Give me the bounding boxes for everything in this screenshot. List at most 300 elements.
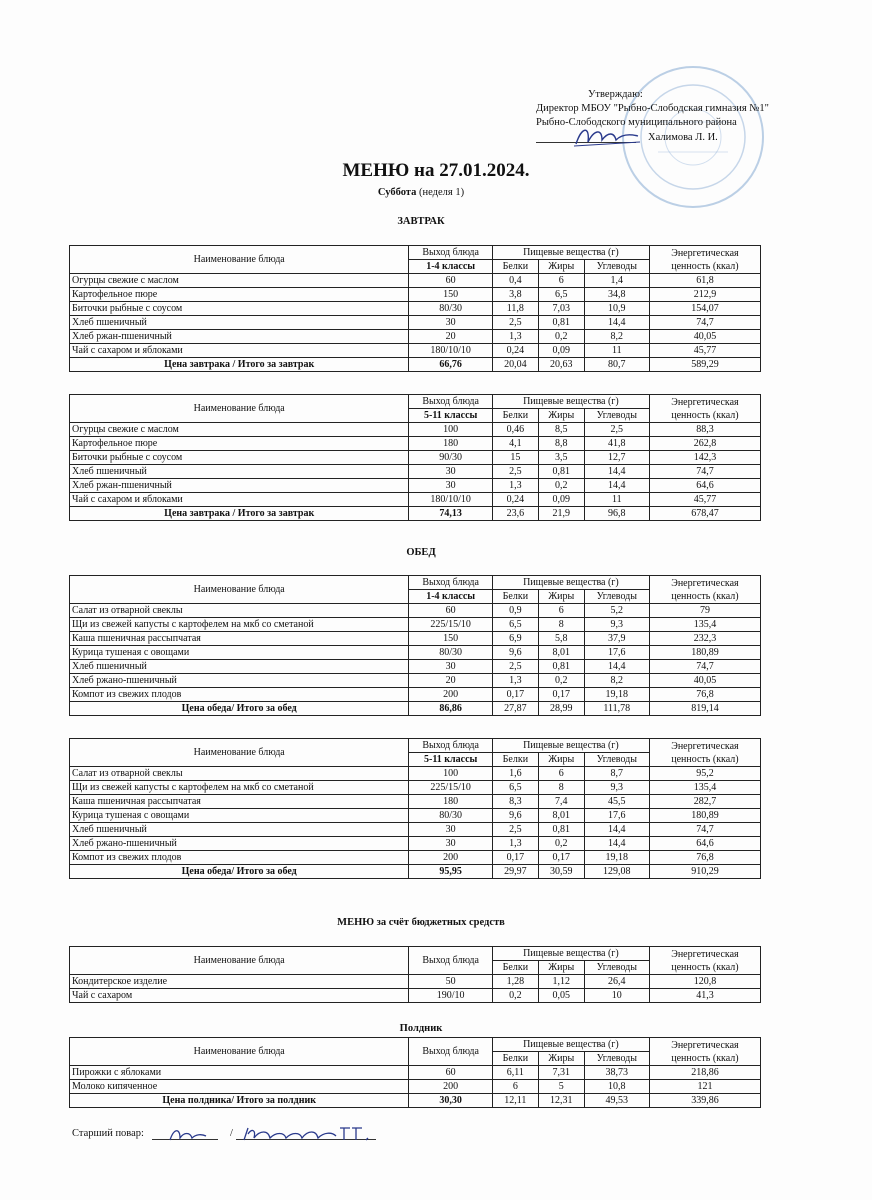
dish-fats: 0,2 [538,674,584,688]
dish-proteins: 0,4 [492,274,538,288]
dish-proteins: 1,3 [492,674,538,688]
table-header-row [70,1038,761,1052]
dish-name: Чай с сахаром и яблоками [70,344,409,358]
dish-energy: 154,07 [649,302,760,316]
dish-proteins: 0,24 [492,344,538,358]
header-dish-name: Наименование блюда [70,576,409,604]
total-price: 30,30 [409,1094,493,1108]
section-budget-menu: МЕНЮ за счёт бюджетных средств [337,917,505,928]
dish-proteins: 1,3 [492,837,538,851]
director-signature [572,122,642,152]
dish-name: Картофельное пюре [70,288,409,302]
dish-carbs: 1,4 [584,274,649,288]
table-row [70,618,761,632]
dish-energy: 121 [649,1080,760,1094]
total-fats: 21,9 [538,507,584,521]
table-row [70,837,761,851]
dish-energy: 180,89 [649,809,760,823]
dish-fats: 6 [538,604,584,618]
total-label: Цена обеда/ Итого за обед [70,865,409,879]
dish-output: 80/30 [409,809,493,823]
page-subtitle [0,187,842,198]
dish-proteins: 6,5 [492,781,538,795]
total-price: 95,95 [409,865,493,879]
dish-output: 50 [409,975,493,989]
header-grade: 5-11 классы [409,753,493,767]
total-price: 86,86 [409,702,493,716]
header-dish-name: Наименование блюда [70,395,409,423]
dish-energy: 218,86 [649,1066,760,1080]
dish-name: Чай с сахаром и яблоками [70,493,409,507]
header-proteins: Белки [492,409,538,423]
table-row [70,851,761,865]
dish-proteins: 2,5 [492,316,538,330]
table-row [70,493,761,507]
dish-carbs: 17,6 [584,646,649,660]
header-energy-line2: ценность (ккал) [671,260,739,272]
total-carbs: 111,78 [584,702,649,716]
dish-output: 90/30 [409,451,493,465]
dish-carbs: 9,3 [584,781,649,795]
dish-fats: 1,12 [538,975,584,989]
dish-fats: 6 [538,274,584,288]
header-nutrients: Пищевые вещества (г) [492,739,649,753]
total-fats: 12,31 [538,1094,584,1108]
dish-output: 180/10/10 [409,344,493,358]
header-energy [649,739,760,767]
total-fats: 30,59 [538,865,584,879]
header-energy-line1: Энергетическая [671,577,739,589]
header-fats: Жиры [538,753,584,767]
director-name: Халимова Л. И. [648,132,718,143]
dish-carbs: 26,4 [584,975,649,989]
dish-name: Огурцы свежие с маслом [70,274,409,288]
header-energy-line1: Энергетическая [671,1039,739,1051]
header-proteins: Белки [492,961,538,975]
total-label: Цена завтрака / Итого за завтрак [70,507,409,521]
dish-energy: 95,2 [649,767,760,781]
total-proteins: 27,87 [492,702,538,716]
total-proteins: 23,6 [492,507,538,521]
dish-carbs: 5,2 [584,604,649,618]
dish-output: 100 [409,767,493,781]
dish-carbs: 10,8 [584,1080,649,1094]
dish-energy: 64,6 [649,837,760,851]
dish-proteins: 1,28 [492,975,538,989]
dish-fats: 6,5 [538,288,584,302]
total-energy: 589,29 [649,358,760,372]
dish-energy: 180,89 [649,646,760,660]
dish-fats: 3,5 [538,451,584,465]
dish-proteins: 1,3 [492,479,538,493]
table-row [70,674,761,688]
total-label: Цена завтрака / Итого за завтрак [70,358,409,372]
dish-fats: 0,2 [538,837,584,851]
week-number: (неделя 1) [416,187,465,198]
header-carbs: Углеводы [584,753,649,767]
dish-carbs: 10,9 [584,302,649,316]
header-energy-line1: Энергетическая [671,948,739,960]
dish-name: Каша пшеничная рассыпчатая [70,795,409,809]
dish-proteins: 0,2 [492,989,538,1003]
table-row [70,274,761,288]
dish-name: Огурцы свежие с маслом [70,423,409,437]
dish-proteins: 0,17 [492,688,538,702]
dish-energy: 232,3 [649,632,760,646]
header-output: Выход блюда [409,246,493,260]
section-snack: Полдник [399,1023,443,1034]
dish-fats: 0,09 [538,344,584,358]
table-row [70,1080,761,1094]
dish-fats: 0,2 [538,479,584,493]
dish-fats: 8,01 [538,809,584,823]
dish-output: 150 [409,632,493,646]
dish-proteins: 6,9 [492,632,538,646]
dish-fats: 5 [538,1080,584,1094]
table-row [70,344,761,358]
dish-energy: 74,7 [649,316,760,330]
table-row [70,823,761,837]
table-row [70,437,761,451]
table-header-row [70,576,761,590]
header-carbs: Углеводы [584,409,649,423]
total-label: Цена полдника/ Итого за полдник [70,1094,409,1108]
dish-proteins: 11,8 [492,302,538,316]
dish-carbs: 45,5 [584,795,649,809]
dish-energy: 142,3 [649,451,760,465]
dish-carbs: 14,4 [584,465,649,479]
total-carbs: 96,8 [584,507,649,521]
dish-energy: 40,05 [649,674,760,688]
header-grade: 5-11 классы [409,409,493,423]
table-total-row [70,865,761,879]
header-output: Выход блюда [409,1038,493,1066]
dish-proteins: 1,6 [492,767,538,781]
menu-table-budget [69,946,761,1003]
total-proteins: 20,04 [492,358,538,372]
dish-name: Хлеб ржан-пшеничный [70,479,409,493]
dish-carbs: 2,5 [584,423,649,437]
total-carbs: 129,08 [584,865,649,879]
dish-name: Кондитерское изделие [70,975,409,989]
dish-name: Биточки рыбные с соусом [70,451,409,465]
table-row [70,975,761,989]
header-nutrients: Пищевые вещества (г) [492,947,649,961]
header-energy [649,947,760,975]
dish-carbs: 38,73 [584,1066,649,1080]
cook-signature [168,1126,208,1144]
dish-proteins: 6,5 [492,618,538,632]
total-price: 74,13 [409,507,493,521]
dish-name: Картофельное пюре [70,437,409,451]
table-row [70,451,761,465]
dish-fats: 7,03 [538,302,584,316]
dish-fats: 0,05 [538,989,584,1003]
table-row [70,1066,761,1080]
table-row [70,767,761,781]
header-dish-name: Наименование блюда [70,1038,409,1066]
dish-output: 180 [409,795,493,809]
dish-proteins: 9,6 [492,646,538,660]
dish-fats: 0,17 [538,851,584,865]
dish-energy: 74,7 [649,465,760,479]
table-row [70,288,761,302]
header-nutrients: Пищевые вещества (г) [492,576,649,590]
section-breakfast: ЗАВТРАК [397,216,445,227]
dish-name: Каша пшеничная рассыпчатая [70,632,409,646]
dish-energy: 135,4 [649,618,760,632]
dish-name: Компот из свежих плодов [70,851,409,865]
dish-carbs: 12,7 [584,451,649,465]
dish-energy: 135,4 [649,781,760,795]
dish-carbs: 14,4 [584,316,649,330]
dish-energy: 88,3 [649,423,760,437]
dish-name: Курица тушеная с овощами [70,646,409,660]
dish-energy: 64,6 [649,479,760,493]
header-dish-name: Наименование блюда [70,739,409,767]
dish-proteins: 6 [492,1080,538,1094]
dish-proteins: 0,24 [492,493,538,507]
total-energy: 910,29 [649,865,760,879]
header-energy-line1: Энергетическая [671,740,739,752]
header-energy-line1: Энергетическая [671,247,739,259]
dish-carbs: 11 [584,344,649,358]
header-output: Выход блюда [409,947,493,975]
dish-fats: 8,5 [538,423,584,437]
table-header-row [70,739,761,753]
page-title: МЕНЮ на 27.01.2024. [342,160,530,181]
dish-name: Биточки рыбные с соусом [70,302,409,316]
dish-output: 30 [409,316,493,330]
dish-output: 20 [409,674,493,688]
header-carbs: Углеводы [584,961,649,975]
dish-proteins: 6,11 [492,1066,538,1080]
table-header-row [70,395,761,409]
dish-output: 150 [409,288,493,302]
dish-proteins: 3,8 [492,288,538,302]
dish-carbs: 8,7 [584,767,649,781]
dish-carbs: 41,8 [584,437,649,451]
dish-proteins: 0,46 [492,423,538,437]
total-energy: 339,86 [649,1094,760,1108]
total-carbs: 80,7 [584,358,649,372]
total-energy: 678,47 [649,507,760,521]
dish-fats: 0,81 [538,465,584,479]
dish-output: 200 [409,1080,493,1094]
dish-name: Хлеб ржано-пшеничный [70,837,409,851]
dish-fats: 0,81 [538,823,584,837]
total-proteins: 12,11 [492,1094,538,1108]
header-energy [649,246,760,274]
dish-output: 180 [409,437,493,451]
header-energy [649,576,760,604]
dish-name: Хлеб ржано-пшеничный [70,674,409,688]
dish-carbs: 14,4 [584,660,649,674]
header-proteins: Белки [492,260,538,274]
header-grade: 1-4 классы [409,590,493,604]
approval-block [536,88,836,146]
dish-fats: 8 [538,618,584,632]
table-row [70,809,761,823]
dish-name: Хлеб ржан-пшеничный [70,330,409,344]
total-carbs: 49,53 [584,1094,649,1108]
dish-fats: 0,81 [538,660,584,674]
header-carbs: Углеводы [584,260,649,274]
dish-name: Компот из свежих плодов [70,688,409,702]
header-energy-line2: ценность (ккал) [671,1052,739,1064]
dish-output: 180/10/10 [409,493,493,507]
dish-name: Хлеб пшеничный [70,823,409,837]
section-lunch: ОБЕД [406,547,436,558]
header-carbs: Углеводы [584,1052,649,1066]
dish-energy: 262,8 [649,437,760,451]
dish-energy: 74,7 [649,823,760,837]
header-dish-name: Наименование блюда [70,246,409,274]
dish-carbs: 11 [584,493,649,507]
dish-carbs: 19,18 [584,688,649,702]
dish-fats: 7,31 [538,1066,584,1080]
table-row [70,646,761,660]
dish-proteins: 0,9 [492,604,538,618]
dish-name: Молоко кипяченное [70,1080,409,1094]
dish-fats: 0,2 [538,330,584,344]
total-label: Цена обеда/ Итого за обед [70,702,409,716]
dish-name: Щи из свежей капусты с картофелем на мкб со сметаной [70,781,409,795]
header-energy-line1: Энергетическая [671,396,739,408]
total-energy: 819,14 [649,702,760,716]
menu-table-breakfast-5-11 [69,394,761,521]
dish-fats: 0,09 [538,493,584,507]
dish-carbs: 14,4 [584,823,649,837]
menu-table-lunch-1-4 [69,575,761,716]
header-grade: 1-4 классы [409,260,493,274]
dish-output: 225/15/10 [409,781,493,795]
approval-heading: Утверждаю: [588,89,643,100]
dish-energy: 45,77 [649,493,760,507]
dish-name: Щи из свежей капусты с картофелем на мкб со сметаной [70,618,409,632]
dish-fats: 0,81 [538,316,584,330]
header-nutrients: Пищевые вещества (г) [492,1038,649,1052]
dish-output: 30 [409,837,493,851]
header-fats: Жиры [538,409,584,423]
dish-proteins: 15 [492,451,538,465]
dish-fats: 8,8 [538,437,584,451]
table-header-row [70,246,761,260]
dish-energy: 76,8 [649,688,760,702]
header-proteins: Белки [492,753,538,767]
header-fats: Жиры [538,590,584,604]
header-energy-line2: ценность (ккал) [671,753,739,765]
table-header-row [70,947,761,961]
header-dish-name: Наименование блюда [70,947,409,975]
menu-table-lunch-5-11 [69,738,761,879]
table-row [70,604,761,618]
header-energy-line2: ценность (ккал) [671,409,739,421]
dish-carbs: 9,3 [584,618,649,632]
dish-name: Салат из отварной свеклы [70,604,409,618]
dish-carbs: 8,2 [584,330,649,344]
header-output: Выход блюда [409,739,493,753]
dish-energy: 45,77 [649,344,760,358]
header-energy [649,1038,760,1066]
table-row [70,479,761,493]
header-carbs: Углеводы [584,590,649,604]
dish-energy: 212,9 [649,288,760,302]
table-row [70,302,761,316]
table-row [70,465,761,479]
dish-energy: 40,05 [649,330,760,344]
dish-proteins: 2,5 [492,660,538,674]
header-fats: Жиры [538,260,584,274]
table-total-row [70,702,761,716]
dish-output: 30 [409,465,493,479]
dish-energy: 61,8 [649,274,760,288]
table-row [70,989,761,1003]
dish-output: 200 [409,851,493,865]
dish-fats: 5,8 [538,632,584,646]
dish-output: 200 [409,688,493,702]
dish-carbs: 10 [584,989,649,1003]
dish-name: Курица тушеная с овощами [70,809,409,823]
header-nutrients: Пищевые вещества (г) [492,395,649,409]
dish-output: 225/15/10 [409,618,493,632]
dish-carbs: 8,2 [584,674,649,688]
dish-proteins: 2,5 [492,465,538,479]
table-row [70,316,761,330]
dish-fats: 6 [538,767,584,781]
table-row [70,632,761,646]
footer-slash: / [230,1128,233,1139]
header-energy-line2: ценность (ккал) [671,961,739,973]
header-nutrients: Пищевые вещества (г) [492,246,649,260]
dish-fats: 0,17 [538,688,584,702]
approval-district: Рыбно-Слободского муниципального района [536,117,737,128]
table-total-row [70,1094,761,1108]
dish-proteins: 1,3 [492,330,538,344]
dish-proteins: 4,1 [492,437,538,451]
header-fats: Жиры [538,1052,584,1066]
dish-proteins: 8,3 [492,795,538,809]
footer-cook [72,1124,472,1148]
dish-output: 60 [409,604,493,618]
dish-carbs: 34,8 [584,288,649,302]
approval-position: Директор МБОУ "Рыбно-Слободская гимназия №1" [536,103,769,114]
cook-label: Старший повар: [72,1128,144,1139]
total-proteins: 29,97 [492,865,538,879]
total-fats: 28,99 [538,702,584,716]
total-price: 66,76 [409,358,493,372]
dish-output: 60 [409,274,493,288]
dish-fats: 8,01 [538,646,584,660]
day-of-week: Суббота [377,187,417,198]
table-row [70,423,761,437]
dish-output: 80/30 [409,646,493,660]
dish-proteins: 9,6 [492,809,538,823]
dish-proteins: 0,17 [492,851,538,865]
header-proteins: Белки [492,1052,538,1066]
dish-name: Хлеб пшеничный [70,316,409,330]
header-output: Выход блюда [409,395,493,409]
dish-fats: 7,4 [538,795,584,809]
cook-name-handwritten [240,1124,380,1144]
dish-carbs: 19,18 [584,851,649,865]
table-row [70,330,761,344]
dish-output: 100 [409,423,493,437]
dish-name: Чай с сахаром [70,989,409,1003]
dish-output: 20 [409,330,493,344]
dish-output: 80/30 [409,302,493,316]
header-energy [649,395,760,423]
